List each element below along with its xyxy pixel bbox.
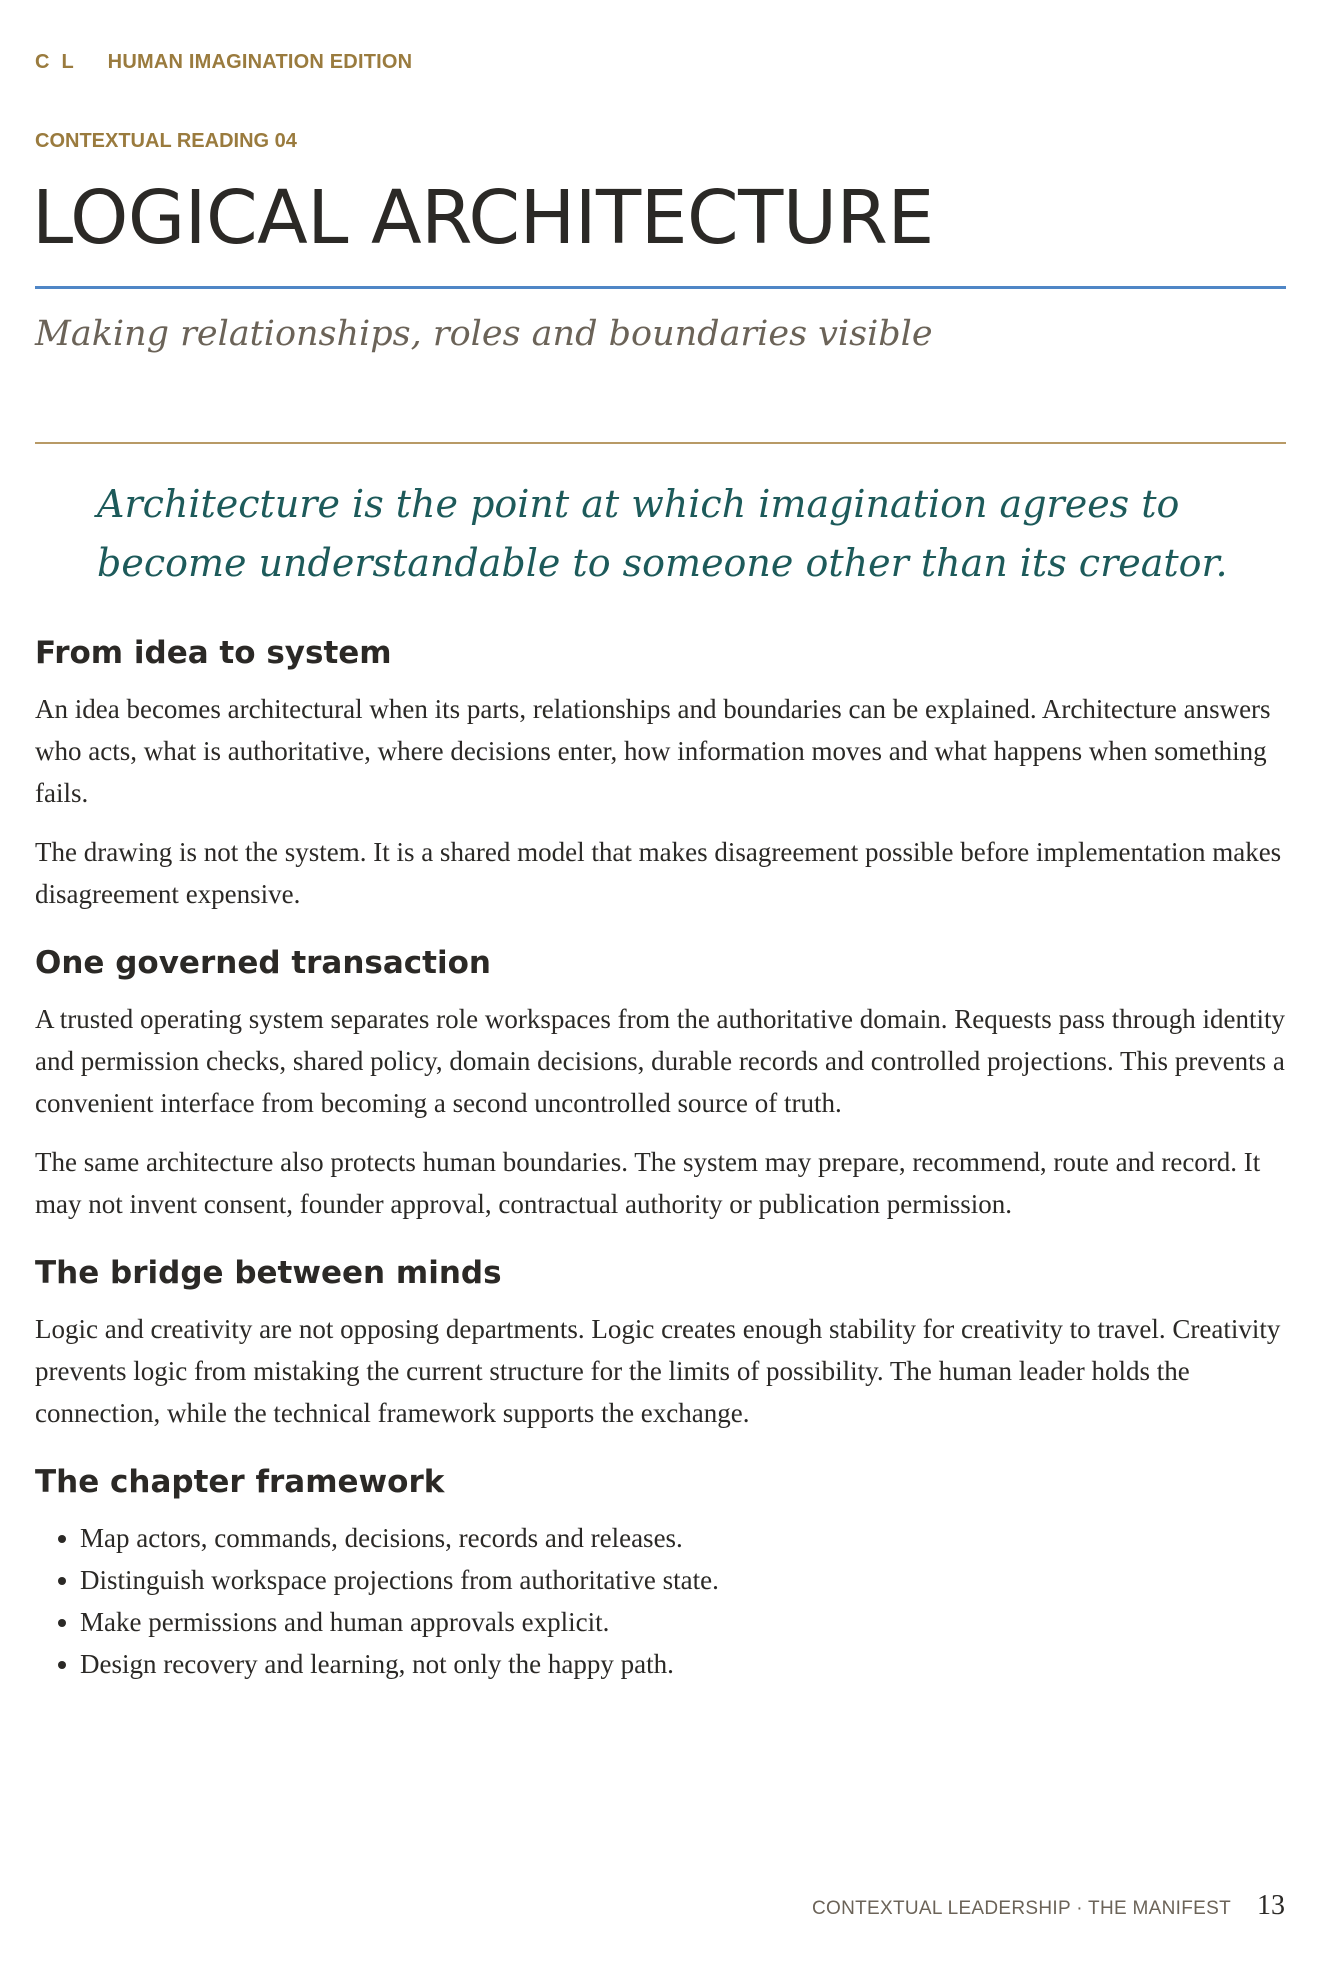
- section-heading: From idea to system: [35, 635, 392, 671]
- section-heading: The chapter framework: [35, 1464, 445, 1500]
- section-heading: One governed transaction: [35, 945, 491, 981]
- section-divider: [35, 442, 1286, 444]
- pull-quote: Architecture is the point at which imagination agrees to become understandable to someone other than its creator.: [97, 482, 1228, 585]
- section-idea-to-system: [35, 632, 1286, 915]
- list-item: Design recovery and learning, not only the happy path.: [80, 1643, 1286, 1685]
- reading-kicker: CONTEXTUAL READING 04: [35, 130, 297, 152]
- list-item: Map actors, commands, decisions, records and releases.: [80, 1517, 1286, 1559]
- section-heading: The bridge between minds: [35, 1255, 502, 1291]
- edition-header: [35, 51, 412, 74]
- running-title: CONTEXTUAL LEADERSHIP · THE MANIFEST: [811, 1898, 1231, 1919]
- body-paragraph: The drawing is not the system. It is a shared model that makes disagreement possible before implementation makes disagreement expensive.: [35, 837, 1282, 909]
- page-number: 13: [1257, 1890, 1285, 1921]
- page-title: LOGICAL ARCHITECTURE: [32, 175, 934, 261]
- page-subtitle: Making relationships, roles and boundaries visible: [35, 314, 933, 354]
- body-paragraph: The same architecture also protects human boundaries. The system may prepare, recommend, route and record. It may not invent consent, founder approval, contractual authority or publication permission.: [35, 1147, 1261, 1219]
- body-paragraph: Logic and creativity are not opposing departments. Logic creates enough stability for creativity to travel. Creativity prevents logic from mistaking the current structure for the limits of possibility. The human leader holds the connection, while the technical framework supports the exchange.: [35, 1314, 1281, 1428]
- section-chapter-framework: [35, 1461, 1286, 1685]
- page-footer: [812, 1890, 1285, 1922]
- logo-mark: CL: [35, 51, 86, 73]
- framework-list: [35, 1517, 1286, 1685]
- section-bridge-between-minds: [35, 1252, 1286, 1434]
- list-item: Make permissions and human approvals explicit.: [80, 1601, 1286, 1643]
- title-divider: [35, 286, 1286, 289]
- body-paragraph: An idea becomes architectural when its parts, relationships and boundaries can be explained. Architecture answers who acts, what is authoritative, where decisions enter, how information moves and what happens when something fails.: [35, 694, 1271, 808]
- body-content: [35, 632, 1286, 1712]
- list-item: Distinguish workspace projections from authoritative state.: [80, 1559, 1286, 1601]
- section-governed-transaction: [35, 942, 1286, 1225]
- edition-label: HUMAN IMAGINATION EDITION: [107, 51, 413, 73]
- body-paragraph: A trusted operating system separates role workspaces from the authoritative domain. Requests pass through identity and permission checks, shared policy, domain decisions, durable records and controlled projections. This prevents a convenient interface from becoming a second uncontrolled source of truth.: [35, 1004, 1285, 1118]
